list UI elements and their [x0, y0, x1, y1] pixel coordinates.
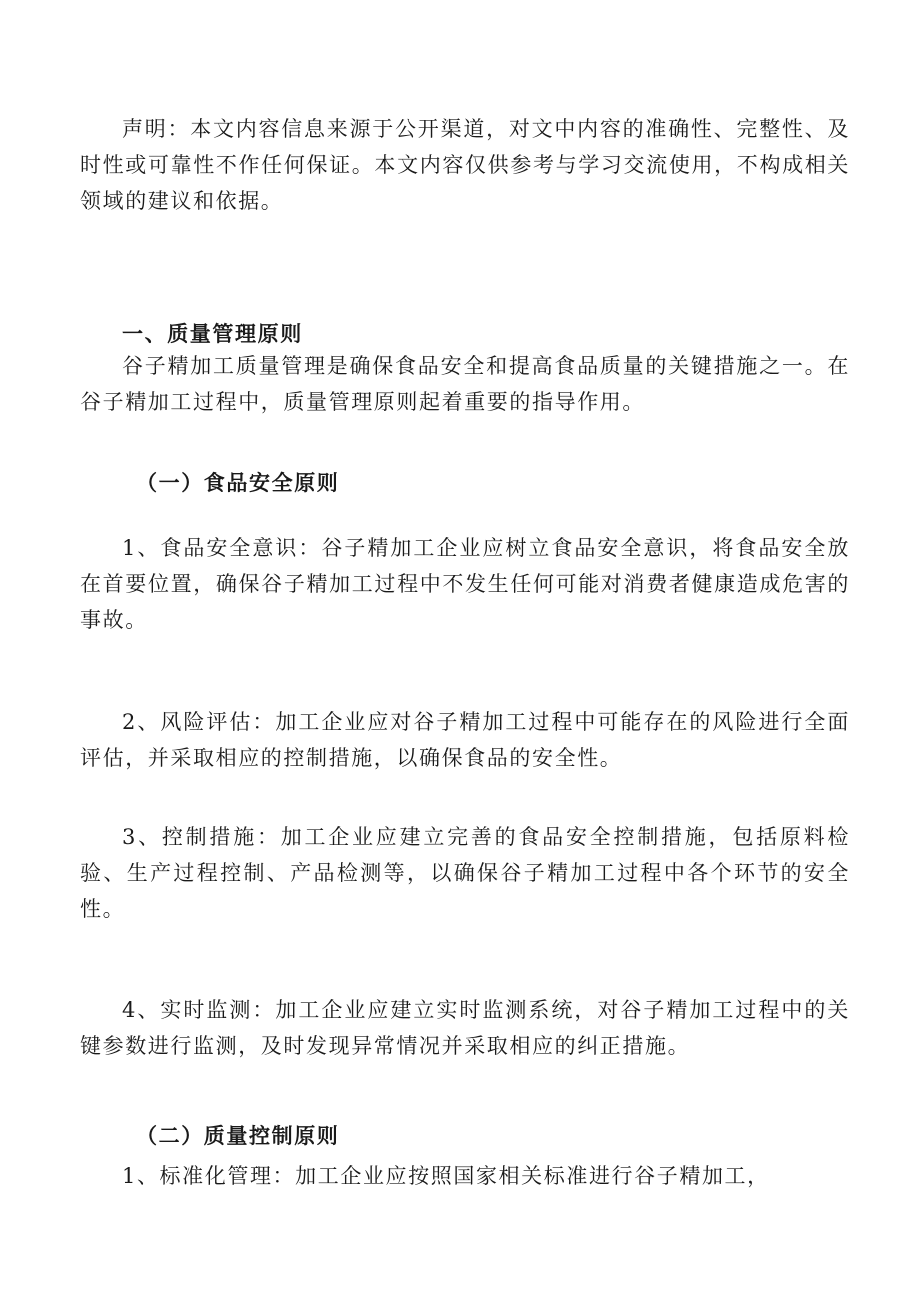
list-item-control-measures: 3、控制措施：加工企业应建立完善的食品安全控制措施，包括原料检验、生产过程控制、产品检测等，以确保谷子精加工过程中各个环节的安全性。 — [80, 825, 850, 921]
list-item-standardized-management: 1、标准化管理：加工企业应按照国家相关标准进行谷子精加工， — [122, 1164, 770, 1188]
disclaimer-paragraph: 声明：本文内容信息来源于公开渠道，对文中内容的准确性、完整性、及时性或可靠性不作任何保证。本文内容仅供参考与学习交流使用，不构成相关领域的建议和依据。 — [80, 117, 850, 213]
subsection-heading-quality-control-principles: （二）质量控制原则 — [136, 1123, 340, 1148]
list-item-real-time-monitoring: 4、实时监测：加工企业应建立实时监测系统，对谷子精加工过程中的关键参数进行监测，及时发现异常情况并采取相应的纠正措施。 — [80, 998, 850, 1058]
subsection-heading-food-safety-principles: （一）食品安全原则 — [136, 470, 340, 495]
section-intro-paragraph: 谷子精加工质量管理是确保食品安全和提高食品质量的关键措施之一。在谷子精加工过程中，质量管理原则起着重要的指导作用。 — [80, 354, 850, 414]
list-item-risk-assessment: 2、风险评估：加工企业应对谷子精加工过程中可能存在的风险进行全面评估，并采取相应的控制措施，以确保食品的安全性。 — [80, 710, 850, 770]
list-item-food-safety-awareness: 1、食品安全意识：谷子精加工企业应树立食品安全意识，将食品安全放在首要位置，确保谷子精加工过程中不发生任何可能对消费者健康造成危害的事故。 — [80, 536, 850, 632]
section-heading-quality-management-principles: 一、质量管理原则 — [122, 321, 303, 346]
